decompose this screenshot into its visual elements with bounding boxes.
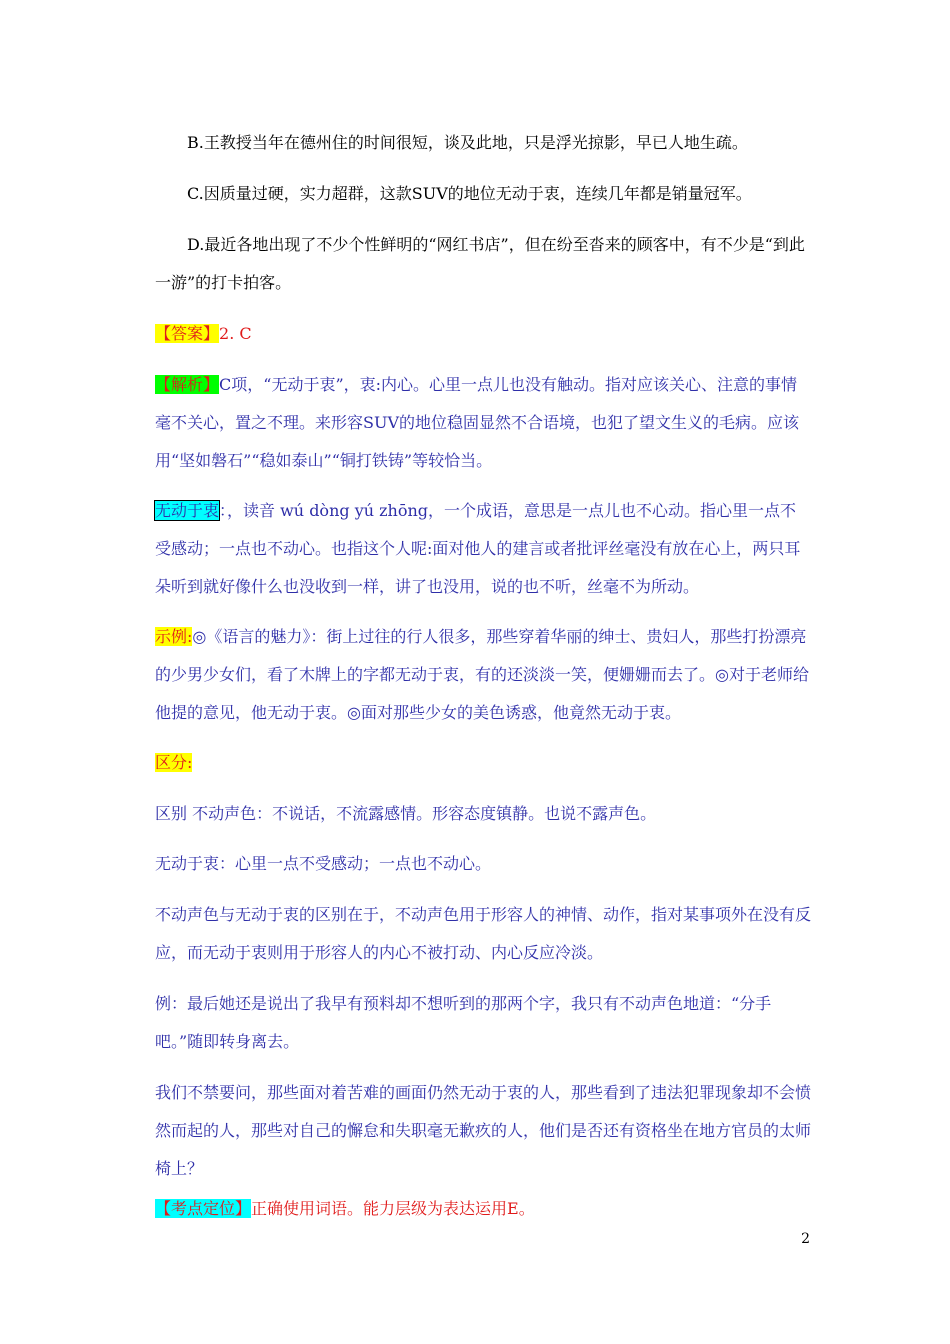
distinction-line-1-text: 区别 不动声色：不说话，不流露感情。形容态度镇静。也说不露声色。 xyxy=(155,804,657,823)
option-c xyxy=(155,175,811,213)
definition-term: 无动于衷 xyxy=(155,501,220,520)
examples-label: 示例: xyxy=(155,627,193,646)
answer-label: 【答案】 xyxy=(155,324,220,343)
key-point-label: 【考点定位】 xyxy=(155,1199,252,1218)
distinction-line-3 xyxy=(155,896,811,972)
option-d xyxy=(155,226,811,302)
distinction-line-1 xyxy=(155,795,811,833)
distinction-line-5-text: 我们不禁要问，那些面对着苦难的画面仍然无动于衷的人，那些看到了违法犯罪现象却不会愤然而起的人，那些对自己的懈怠和失职毫无歉疚的人，他们是否还有资格坐在地方官员的太师椅上？ xyxy=(155,1083,812,1178)
analysis-paragraph xyxy=(155,366,811,480)
examples-paragraph xyxy=(155,618,811,732)
option-d-text: D.最近各地出现了不少个性鲜明的“网红书店”，但在纷至沓来的顾客中，有不少是“到此一游”的打卡拍客。 xyxy=(155,235,805,292)
distinction-label: 区分: xyxy=(155,753,193,772)
distinction-line-4 xyxy=(155,985,811,1061)
page-number: 2 xyxy=(801,1231,810,1247)
analysis-label: 【解析】 xyxy=(155,375,220,394)
distinction-line-3-text: 不动声色与无动于衷的区别在于，不动声色用于形容人的神情、动作，指对某事项外在没有反应，而无动于衷则用于形容人的内心不被打动、内心反应冷淡。 xyxy=(155,905,812,962)
answer-value: 2. C xyxy=(219,324,252,343)
distinction-heading xyxy=(155,744,811,782)
distinction-line-2 xyxy=(155,845,811,883)
answer-line xyxy=(155,315,811,353)
option-b-text: B.王教授当年在德州住的时间很短，谈及此地，只是浮光掠影，早已人地生疏。 xyxy=(187,133,748,152)
distinction-line-4-text: 例：最后她还是说出了我早有预料却不想听到的那两个字，我只有不动声色地道：“分手吧。”随即转身离去。 xyxy=(155,994,772,1051)
key-point-line xyxy=(155,1190,811,1228)
distinction-line-5 xyxy=(155,1074,811,1188)
key-point-text: 正确使用词语。能力层级为表达运用E。 xyxy=(251,1199,535,1218)
option-b xyxy=(155,124,811,162)
examples-text: ◎《语言的魅力》：街上过往的行人很多，那些穿着华丽的绅士、贵妇人，那些打扮漂亮的少男少女们，看了木牌上的字都无动于衷，有的还淡淡一笑，便姗姗而去了。◎对于老师给他提的意见，他无动于衷。◎面对那些少女的美色诱惑，他竟然无动于衷。 xyxy=(155,627,809,722)
definition-paragraph xyxy=(155,492,811,606)
definition-text: ：，读音 wú dòng yú zhōng，一个成语，意思是一点儿也不心动。指心里一点不受感动；一点也不动心。也指这个人呢:面对他人的建言或者批评丝毫没有放在心上，两只耳朵听到就好像什么也没收到一样，讲了也没用，说的也不听，丝毫不为所动。 xyxy=(155,501,801,596)
analysis-text: C项，“无动于衷”，衷:内心。心里一点儿也没有触动。指对应该关心、注意的事情毫不关心，置之不理。来形容SUV的地位稳固显然不合语境，也犯了望文生义的毛病。应该用“坚如磐石”“稳如泰山”“铜打铁铸”等较恰当。 xyxy=(155,375,800,470)
distinction-line-2-text: 无动于衷：心里一点不受感动；一点也不动心。 xyxy=(155,854,492,873)
option-c-text: C.因质量过硬，实力超群，这款SUV的地位无动于衷，连续几年都是销量冠军。 xyxy=(187,184,752,203)
